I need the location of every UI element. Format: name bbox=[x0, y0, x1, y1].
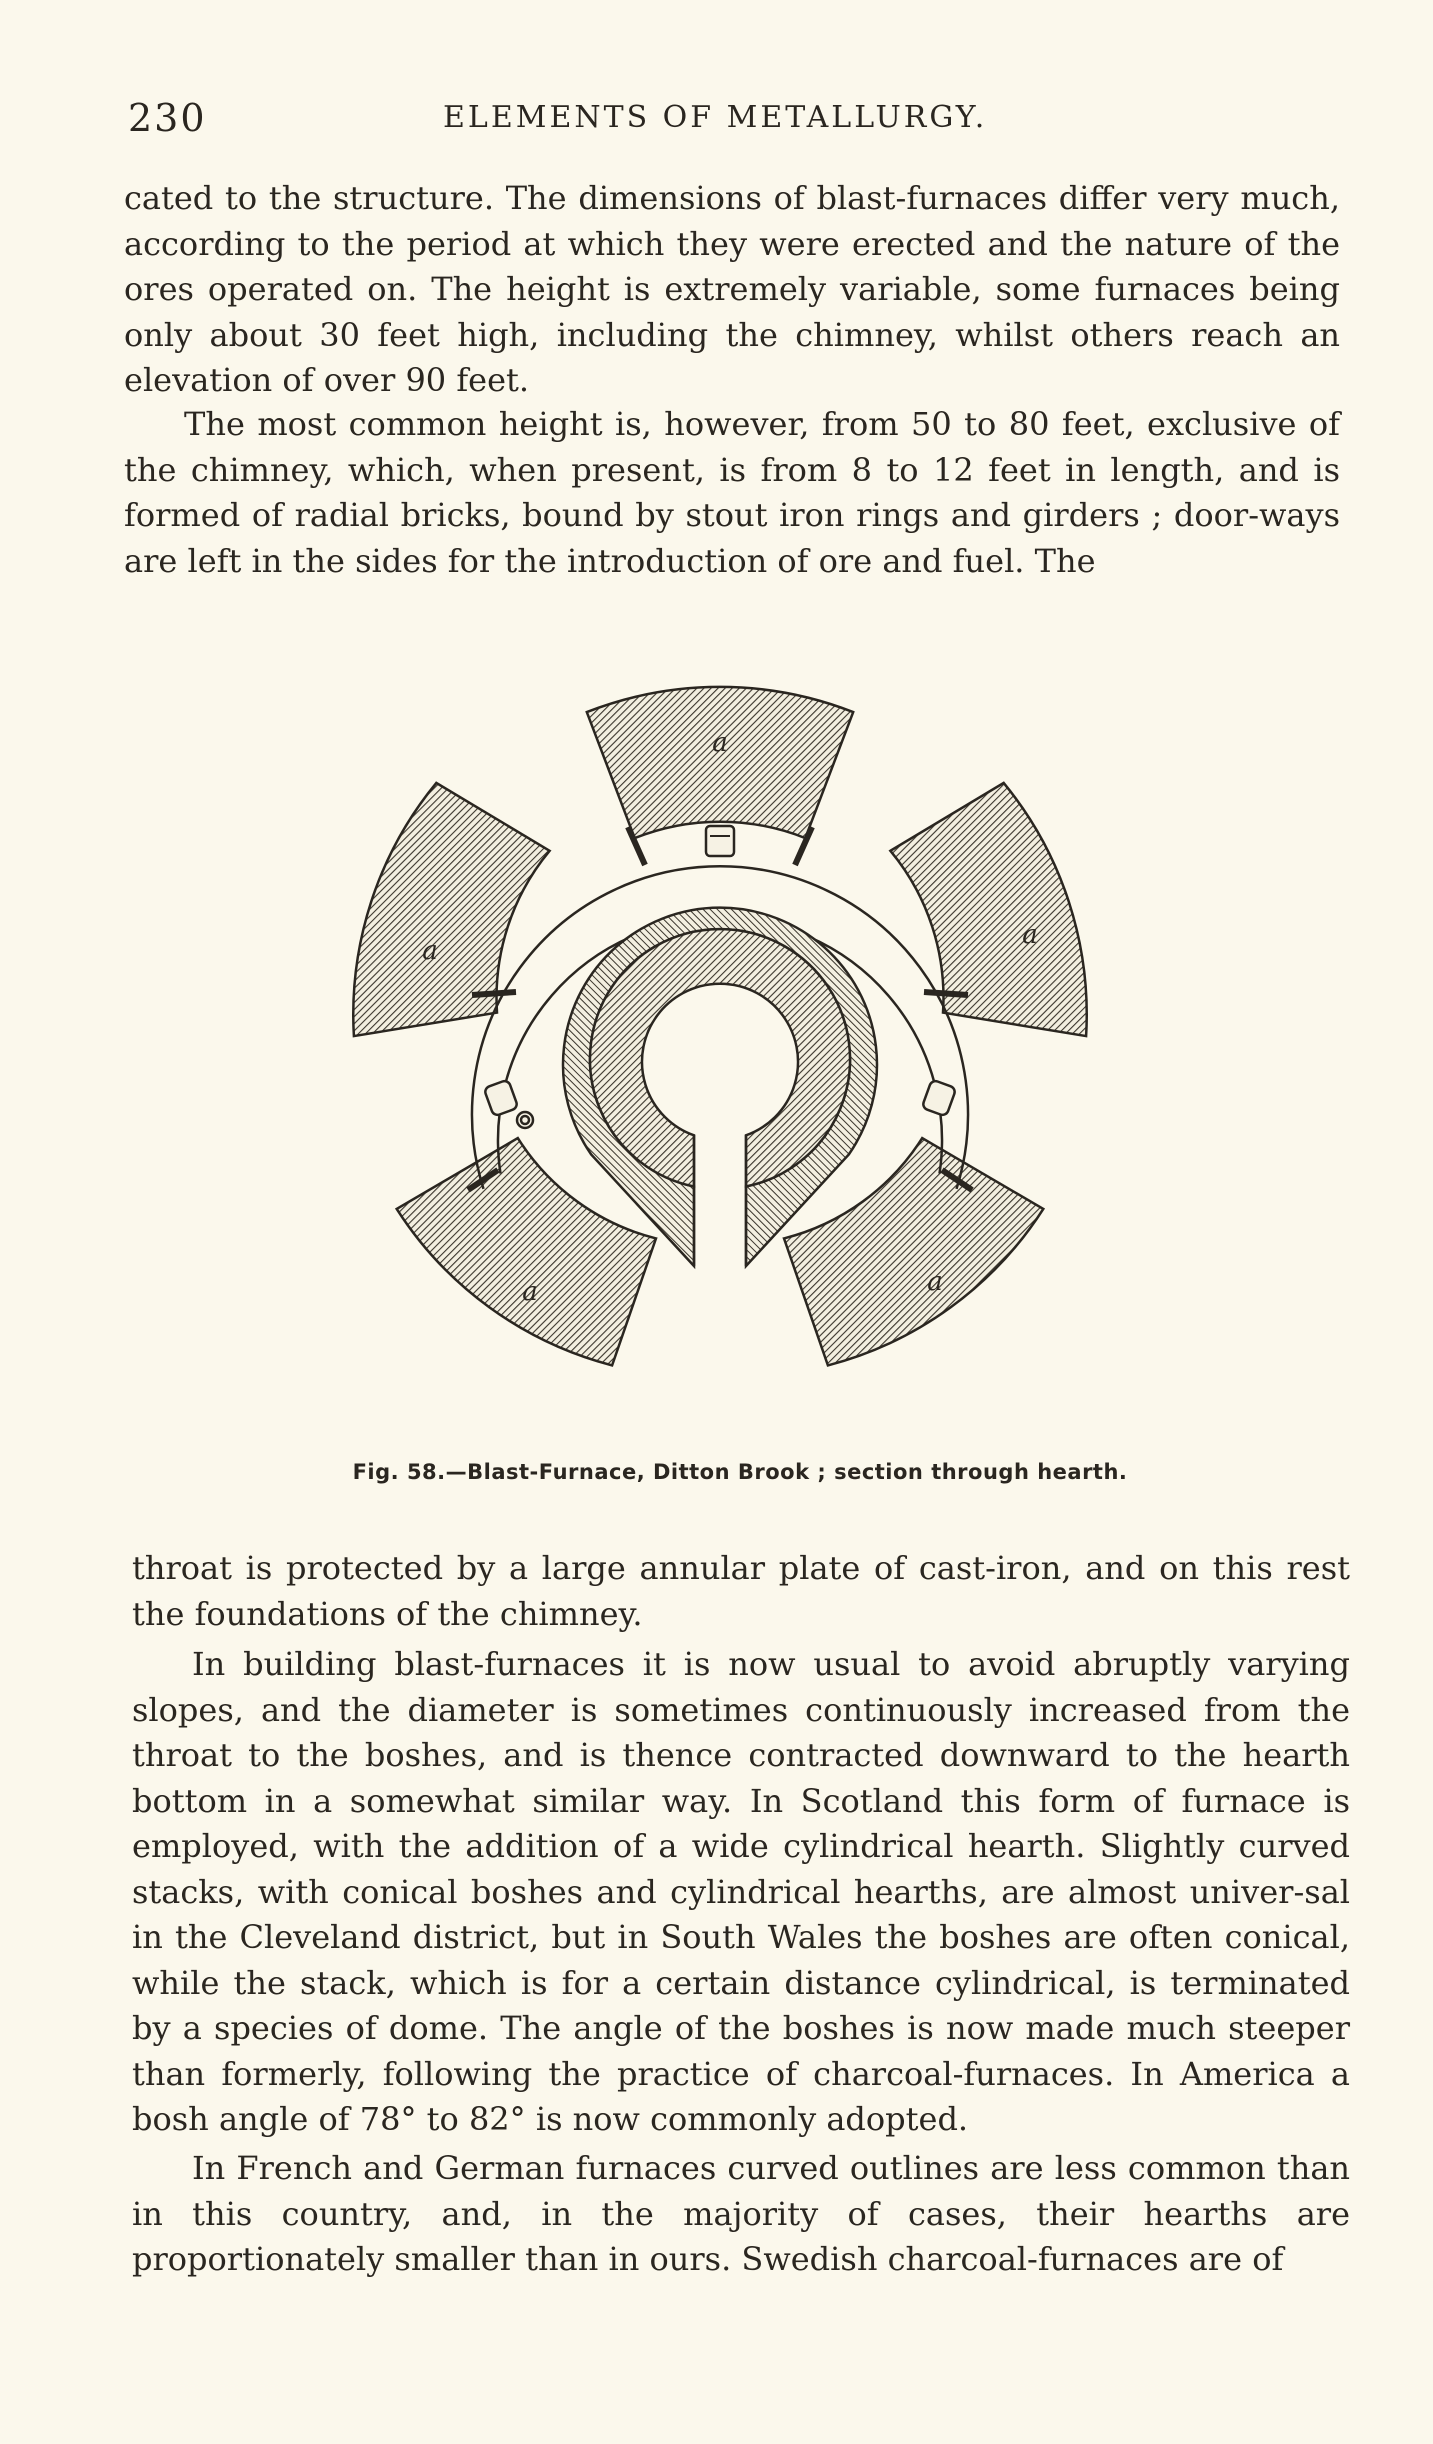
blast-furnace-section-diagram bbox=[320, 640, 1120, 1420]
ring-joints bbox=[468, 827, 972, 1190]
label-a-upper-left: a bbox=[422, 936, 438, 966]
figure-58 bbox=[320, 640, 1120, 1420]
tuyere-top bbox=[706, 826, 734, 856]
label-a-upper-right: a bbox=[1022, 920, 1038, 950]
tuyere-right bbox=[922, 1079, 957, 1116]
pillar-upper-right bbox=[890, 783, 1086, 1036]
running-head: ELEMENTS OF METALLURGY. bbox=[443, 100, 988, 135]
page-number: 230 bbox=[128, 96, 207, 140]
hearth-lining bbox=[590, 929, 850, 1186]
label-a-top: a bbox=[712, 728, 728, 758]
tuyere-left bbox=[484, 1079, 519, 1116]
label-a-lower-right: a bbox=[927, 1267, 943, 1297]
pillar-upper-left bbox=[353, 783, 549, 1036]
paragraph-2: The most common height is, however, from 50 to 80 feet, exclusive of the chimney, which, when present, is from 8 to 12 feet in length, and is formed of radial bricks, bound by stout iron rings and girders ; door-ways are left in the sides for the introduction of ore and fuel. The bbox=[124, 405, 1340, 580]
paragraph-4: In building blast-furnaces it is now usual to avoid abruptly varying slopes, and the diameter is sometimes continuously increased from the throat to the boshes, and is thence contracted downward to the hearth bottom in a somewhat similar way. In Scotland this form of furnace is employed, with the addition of a wide cylindrical hearth. Slightly curved stacks, with conical boshes and cylindrical hearths, are almost univer-sal in the Cleveland district, but in South Wales the boshes are often conical, while the stack, which is for a certain distance cylindrical, is terminated by a species of dome. The angle of the boshes is now made much steeper than formerly, following the practice of charcoal-furnaces. In America a bosh angle of 78° to 82° is now commonly adopted. bbox=[132, 1645, 1350, 2138]
label-a-lower-left: a bbox=[522, 1277, 538, 1307]
paragraph-3: throat is protected by a large annular plate of cast-iron, and on this rest the foundations of the chimney. bbox=[132, 1549, 1350, 1633]
figure-caption: Fig. 58.—Blast-Furnace, Ditton Brook ; section through hearth. bbox=[352, 1460, 1128, 1484]
paragraph-5: In French and German furnaces curved outlines are less common than in this country, and, in the majority of cases, their hearths are proportionately smaller than in ours. Swedish charcoal-furnaces are of bbox=[132, 2149, 1350, 2278]
pillar-top bbox=[587, 687, 853, 838]
page-header bbox=[128, 96, 1348, 146]
paragraph-1: cated to the structure. The dimensions of blast-furnaces differ very much, according to the period at which they were erected and the nature of the ores operated on. The height is extremely variable, some furnaces being only about 30 feet high, including the chimney, whilst others reach an elevation of over 90 feet. bbox=[124, 179, 1340, 399]
